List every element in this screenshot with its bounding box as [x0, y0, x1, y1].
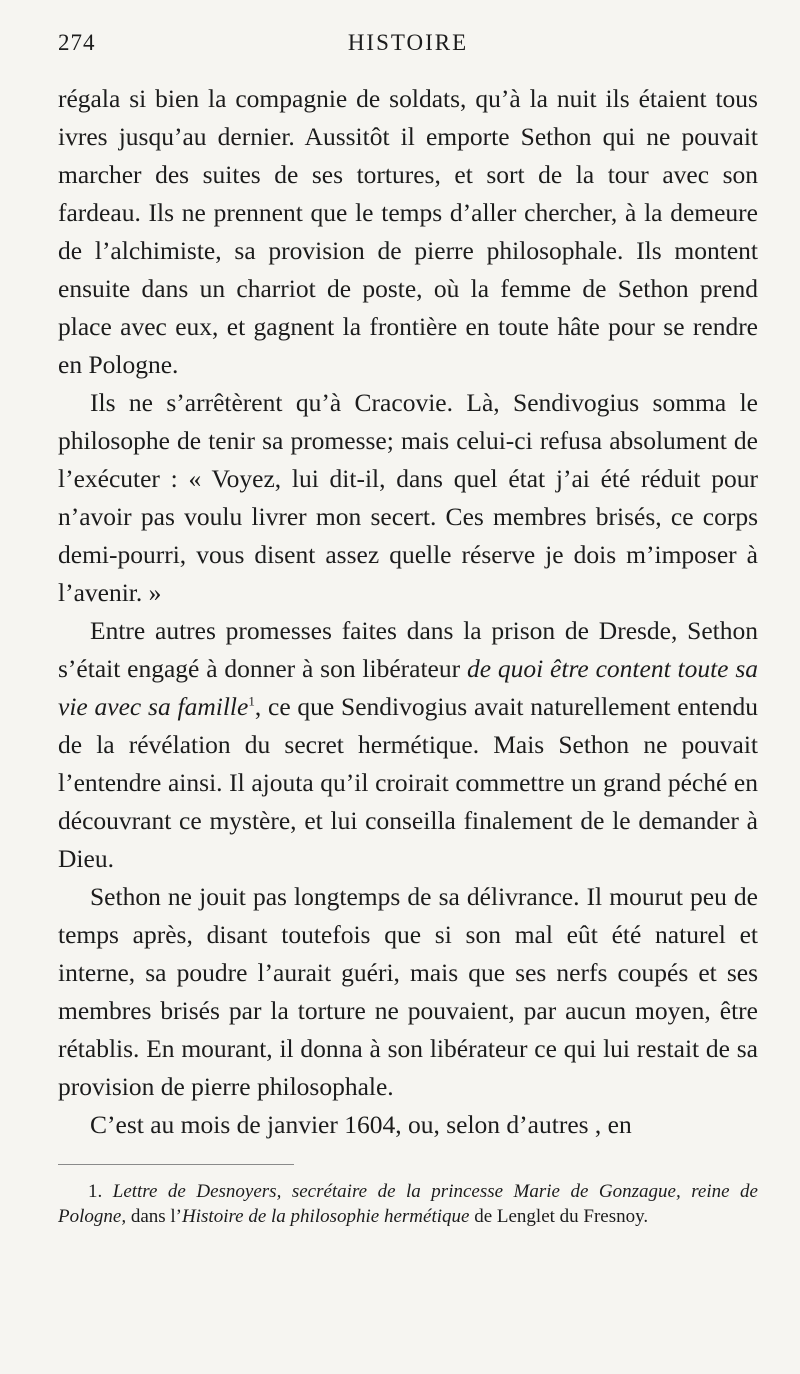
- book-page: [58, 30, 758, 1229]
- footnote: [58, 1179, 758, 1229]
- running-head: [58, 30, 758, 66]
- paragraph-3-text-before: Entre autres promesses faites dans la prison de Dresde, Sethon s’était engagé à donner à son libérateur: [58, 616, 758, 683]
- paragraph-3-text-after: , ce que Sendivogius avait naturellement entendu de la révélation du secret hermétique. Mais Sethon ne pouvait l’entendre ainsi. Il ajouta qu’il croirait commettre un grand péché en découvrant ce mystère, et lui conseilla finalement de le demander à Dieu.: [58, 692, 759, 873]
- footnote-text-1: dans l’: [126, 1206, 183, 1227]
- body-text: [58, 80, 758, 1144]
- footnote-number: 1.: [88, 1181, 103, 1202]
- footnote-reference: 1: [248, 693, 255, 709]
- running-head-title: HISTOIRE: [347, 30, 469, 55]
- paragraph-2: Ils ne s’arrêtèrent qu’à Cracovie. Là, Sendivogius somma le philosophe de tenir sa promesse; mais celui-ci refusa absolument de l’exécuter : « Voyez, lui dit-il, dans quel état j’ai été réduit pour n’avoir pas voulu livrer mon secert. Ces membres brisés, ce corps demi-pourri, vous disent assez quelle réserve je dois m’imposer à l’avenir. »: [58, 388, 758, 607]
- footnote-italic-1: Lettre de Desnoyers, secrétaire de la princesse Marie de Gonzague, reine de Pologne,: [58, 1181, 758, 1227]
- paragraph-3: [58, 612, 758, 878]
- footnote-text-2: de Lenglet du Fresnoy.: [469, 1206, 649, 1227]
- paragraph-5: C’est au mois de janvier 1604, ou, selon d’autres , en: [90, 1110, 632, 1139]
- footnote-divider: [58, 1164, 294, 1165]
- italic-quote: de quoi être content toute sa vie avec sa famille: [58, 654, 758, 721]
- paragraph-1: régala si bien la compagnie de soldats, qu’à la nuit ils étaient tous ivres jusqu’au dernier. Aussitôt il emporte Sethon qui ne pouvait marcher des suites de ses tortures, et sort de la tour avec son fardeau. Ils ne prennent que le temps d’aller chercher, à la demeure de l’alchimiste, sa provision de pierre philosophale. Ils montent ensuite dans un charriot de poste, où la femme de Sethon prend place avec eux, et gagnent la frontière en toute hâte pour se rendre en Pologne.: [58, 84, 758, 379]
- page-number: 274: [58, 30, 96, 55]
- footnote-italic-2: Histoire de la philosophie hermétique: [182, 1206, 470, 1227]
- paragraph-4: Sethon ne jouit pas longtemps de sa délivrance. Il mourut peu de temps après, disant toutefois que si son mal eût été naturel et interne, sa poudre l’aurait guéri, mais que ses nerfs coupés et ses membres brisés par la torture ne pouvaient, par aucun moyen, être rétablis. En mourant, il donna à son libérateur ce qui lui restait de sa provision de pierre philosophale.: [58, 882, 758, 1101]
